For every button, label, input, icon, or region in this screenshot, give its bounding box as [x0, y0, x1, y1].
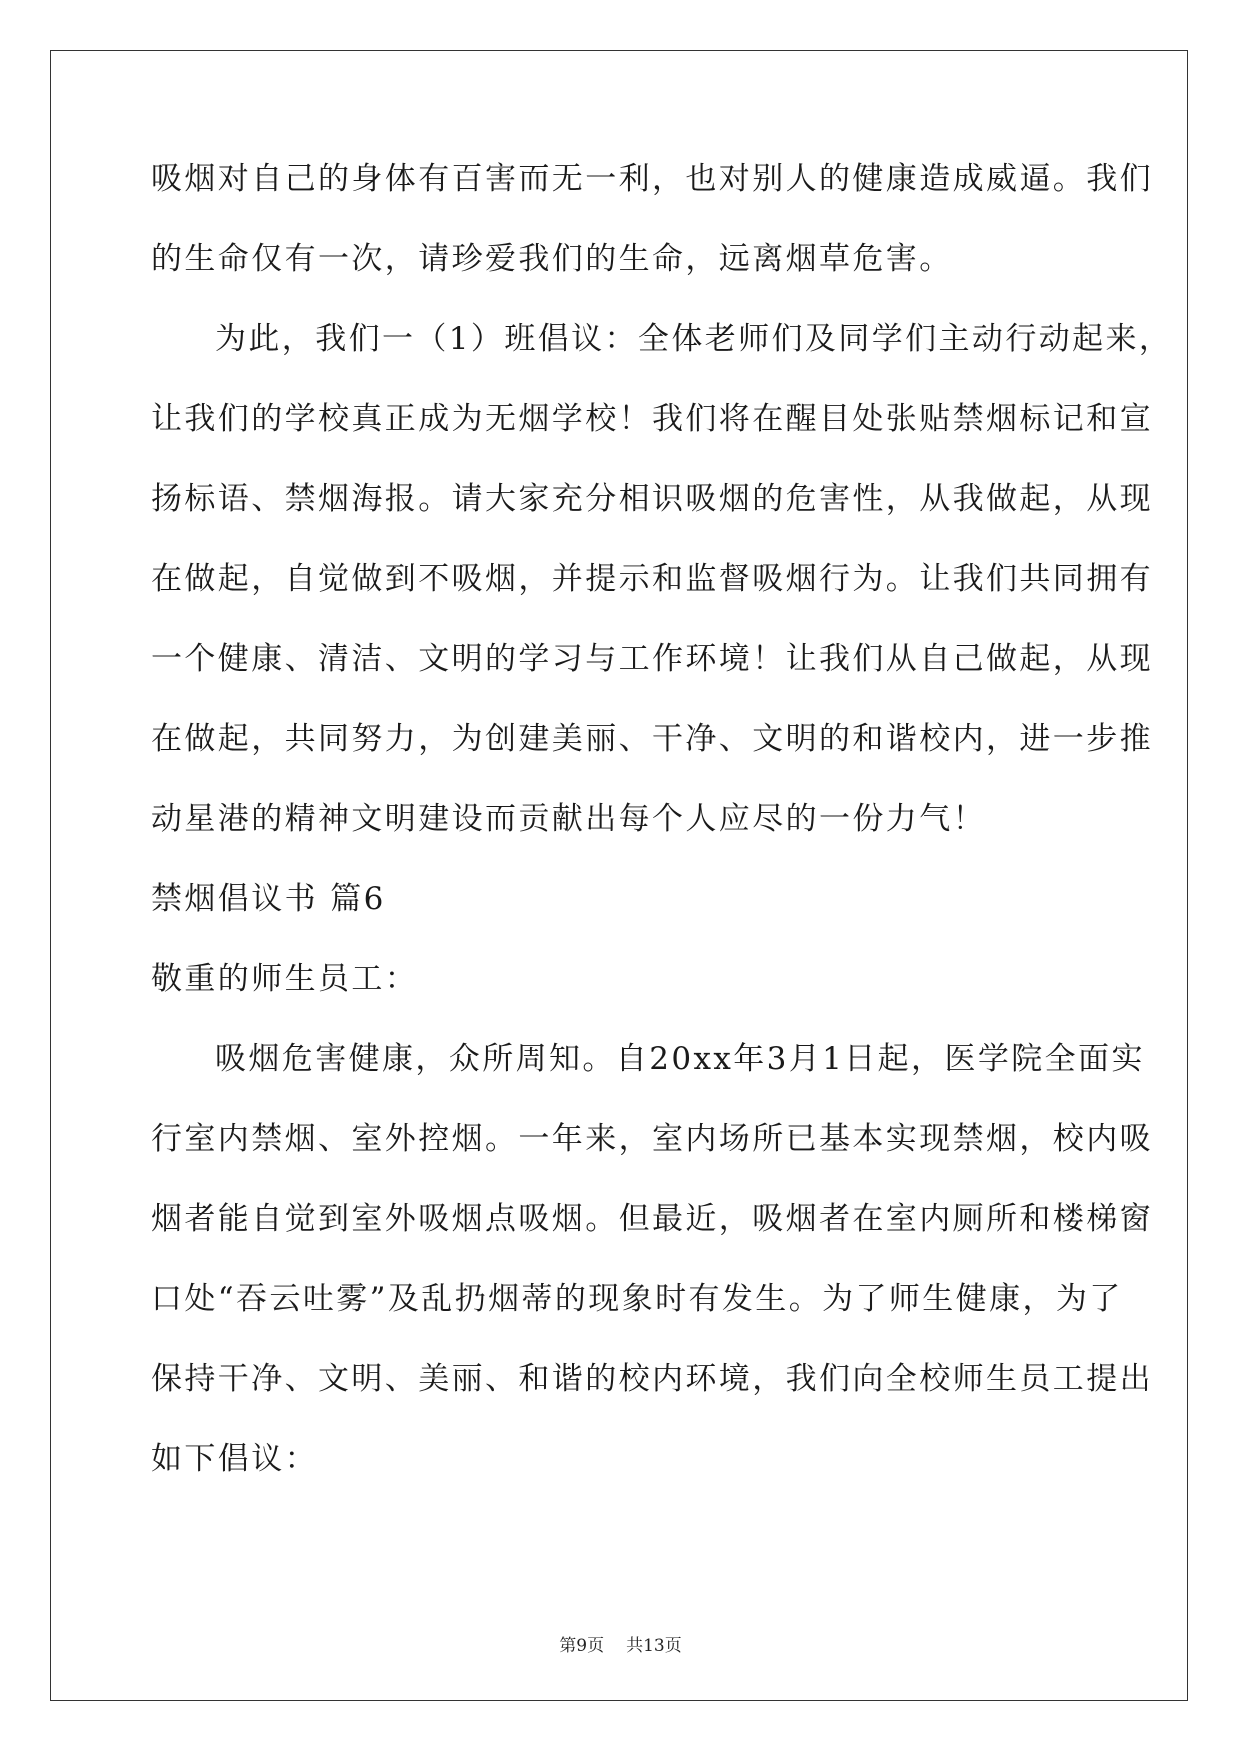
paragraph-line: 动星港的精神文明建设而贡献出每个人应尽的一份力气！ [151, 801, 986, 837]
document-body [151, 159, 1173, 1519]
paragraph-line: 如下倡议： [151, 1441, 318, 1477]
paragraph-line: 烟者能自觉到室外吸烟点吸烟。但最近，吸烟者在室内厕所和楼梯窗 [151, 1201, 1153, 1237]
paragraph-line: 的生命仅有一次，请珍爱我们的生命，远离烟草危害。 [151, 241, 953, 277]
salutation: 敬重的师生员工： [151, 961, 419, 997]
page-number-current: 第9页 [559, 1636, 605, 1656]
paragraph-line: 行室内禁烟、室外控烟。一年来，室内场所已基本实现禁烟，校内吸 [151, 1121, 1153, 1157]
paragraph-line: 在做起，自觉做到不吸烟，并提示和监督吸烟行为。让我们共同拥有 [151, 561, 1153, 597]
paragraph-line: 在做起，共同努力，为创建美丽、干净、文明的和谐校内，进一步推 [151, 721, 1153, 757]
paragraph-line: 让我们的学校真正成为无烟学校！我们将在醒目处张贴禁烟标记和宣 [151, 401, 1153, 437]
page-footer [0, 1631, 1241, 1656]
paragraph-line: 口处“吞云吐雾”及乱扔烟蒂的现象时有发生。为了师生健康，为了 [151, 1281, 1123, 1317]
paragraph-line: 保持干净、文明、美丽、和谐的校内环境，我们向全校师生员工提出 [151, 1361, 1153, 1397]
section-heading: 禁烟倡议书 篇6 [151, 881, 386, 917]
paragraph-line: 扬标语、禁烟海报。请大家充分相识吸烟的危害性，从我做起，从现 [151, 481, 1153, 517]
paragraph-line: 吸烟对自己的身体有百害而无一利，也对别人的健康造成威逼。我们 [151, 161, 1153, 197]
paragraph-line: 吸烟危害健康，众所周知。自20xx年3月1日起，医学院全面实 [215, 1041, 1145, 1077]
page-number-total: 共13页 [626, 1636, 682, 1656]
paragraph-line: 一个健康、清洁、文明的学习与工作环境！让我们从自己做起，从现 [151, 641, 1153, 677]
paragraph-line: 为此，我们一（1）班倡议：全体老师们及同学们主动行动起来， [215, 321, 1173, 357]
